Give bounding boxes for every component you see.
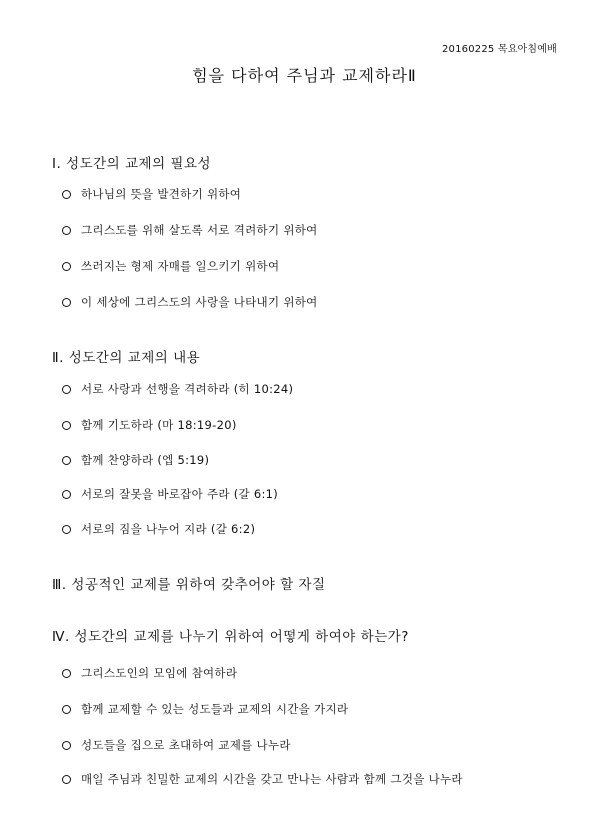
list-item [62, 186, 241, 202]
list-item [62, 452, 209, 468]
document-title: 힘을 다하여 주님과 교제하라Ⅱ [192, 66, 417, 85]
list-item [62, 222, 318, 238]
list-item-text: 하나님의 뜻을 발견하기 위하여 [81, 187, 242, 201]
circle-bullet-icon [62, 421, 71, 430]
list-item [62, 521, 255, 537]
list-item [62, 381, 293, 397]
list-item [62, 417, 237, 433]
list-item-text: 함께 기도하라 (마 18:19-20) [81, 418, 237, 432]
circle-bullet-icon [62, 262, 71, 271]
circle-bullet-icon [62, 525, 71, 534]
section-heading-4: Ⅳ. 성도간의 교제를 나누기 위하여 어떻게 하여야 하는가? [52, 629, 409, 645]
circle-bullet-icon [62, 226, 71, 235]
list-item [62, 258, 279, 274]
section-heading-3: Ⅲ. 성공적인 교제를 위하여 갖추어야 할 자질 [52, 577, 326, 593]
document-date: 20160225 목요아침예배 [441, 44, 557, 55]
circle-bullet-icon [62, 190, 71, 199]
list-item-text: 쓰러지는 형제 자매를 일으키기 위하여 [81, 259, 280, 273]
list-item-text: 성도들을 집으로 초대하여 교제를 나누라 [81, 738, 291, 752]
list-item-text: 이 세상에 그리스도의 사랑을 나타내기 위하여 [81, 295, 318, 309]
list-item [62, 701, 348, 717]
list-item-text: 그리스도를 위해 살도록 서로 격려하기 위하여 [81, 223, 318, 237]
list-item-text: 매일 주님과 친밀한 교제의 시간을 갖고 만나는 사람과 함께 그것을 나누라 [81, 772, 463, 786]
list-item-text: 서로의 잘못을 바로잡아 주라 (갈 6:1) [81, 487, 279, 501]
list-item [62, 294, 318, 310]
list-item [62, 665, 237, 681]
circle-bullet-icon [62, 490, 71, 499]
list-item [62, 737, 291, 753]
circle-bullet-icon [62, 669, 71, 678]
list-item [62, 771, 463, 787]
list-item-text: 그리스도인의 모임에 참여하라 [81, 666, 238, 680]
list-item-text: 서로 사랑과 선행을 격려하라 (히 10:24) [81, 382, 294, 396]
list-item-text: 함께 찬양하라 (엡 5:19) [81, 453, 210, 467]
section-heading-2: Ⅱ. 성도간의 교제의 내용 [52, 350, 201, 366]
list-item-text: 서로의 짐을 나누어 지라 (갈 6:2) [81, 522, 256, 536]
circle-bullet-icon [62, 775, 71, 784]
circle-bullet-icon [62, 705, 71, 714]
circle-bullet-icon [62, 298, 71, 307]
list-item [62, 486, 278, 502]
circle-bullet-icon [62, 456, 71, 465]
section-heading-1: Ⅰ. 성도간의 교제의 필요성 [52, 156, 212, 172]
list-item-text: 함께 교제할 수 있는 성도들과 교제의 시간을 가지라 [81, 702, 349, 716]
circle-bullet-icon [62, 385, 71, 394]
circle-bullet-icon [62, 741, 71, 750]
